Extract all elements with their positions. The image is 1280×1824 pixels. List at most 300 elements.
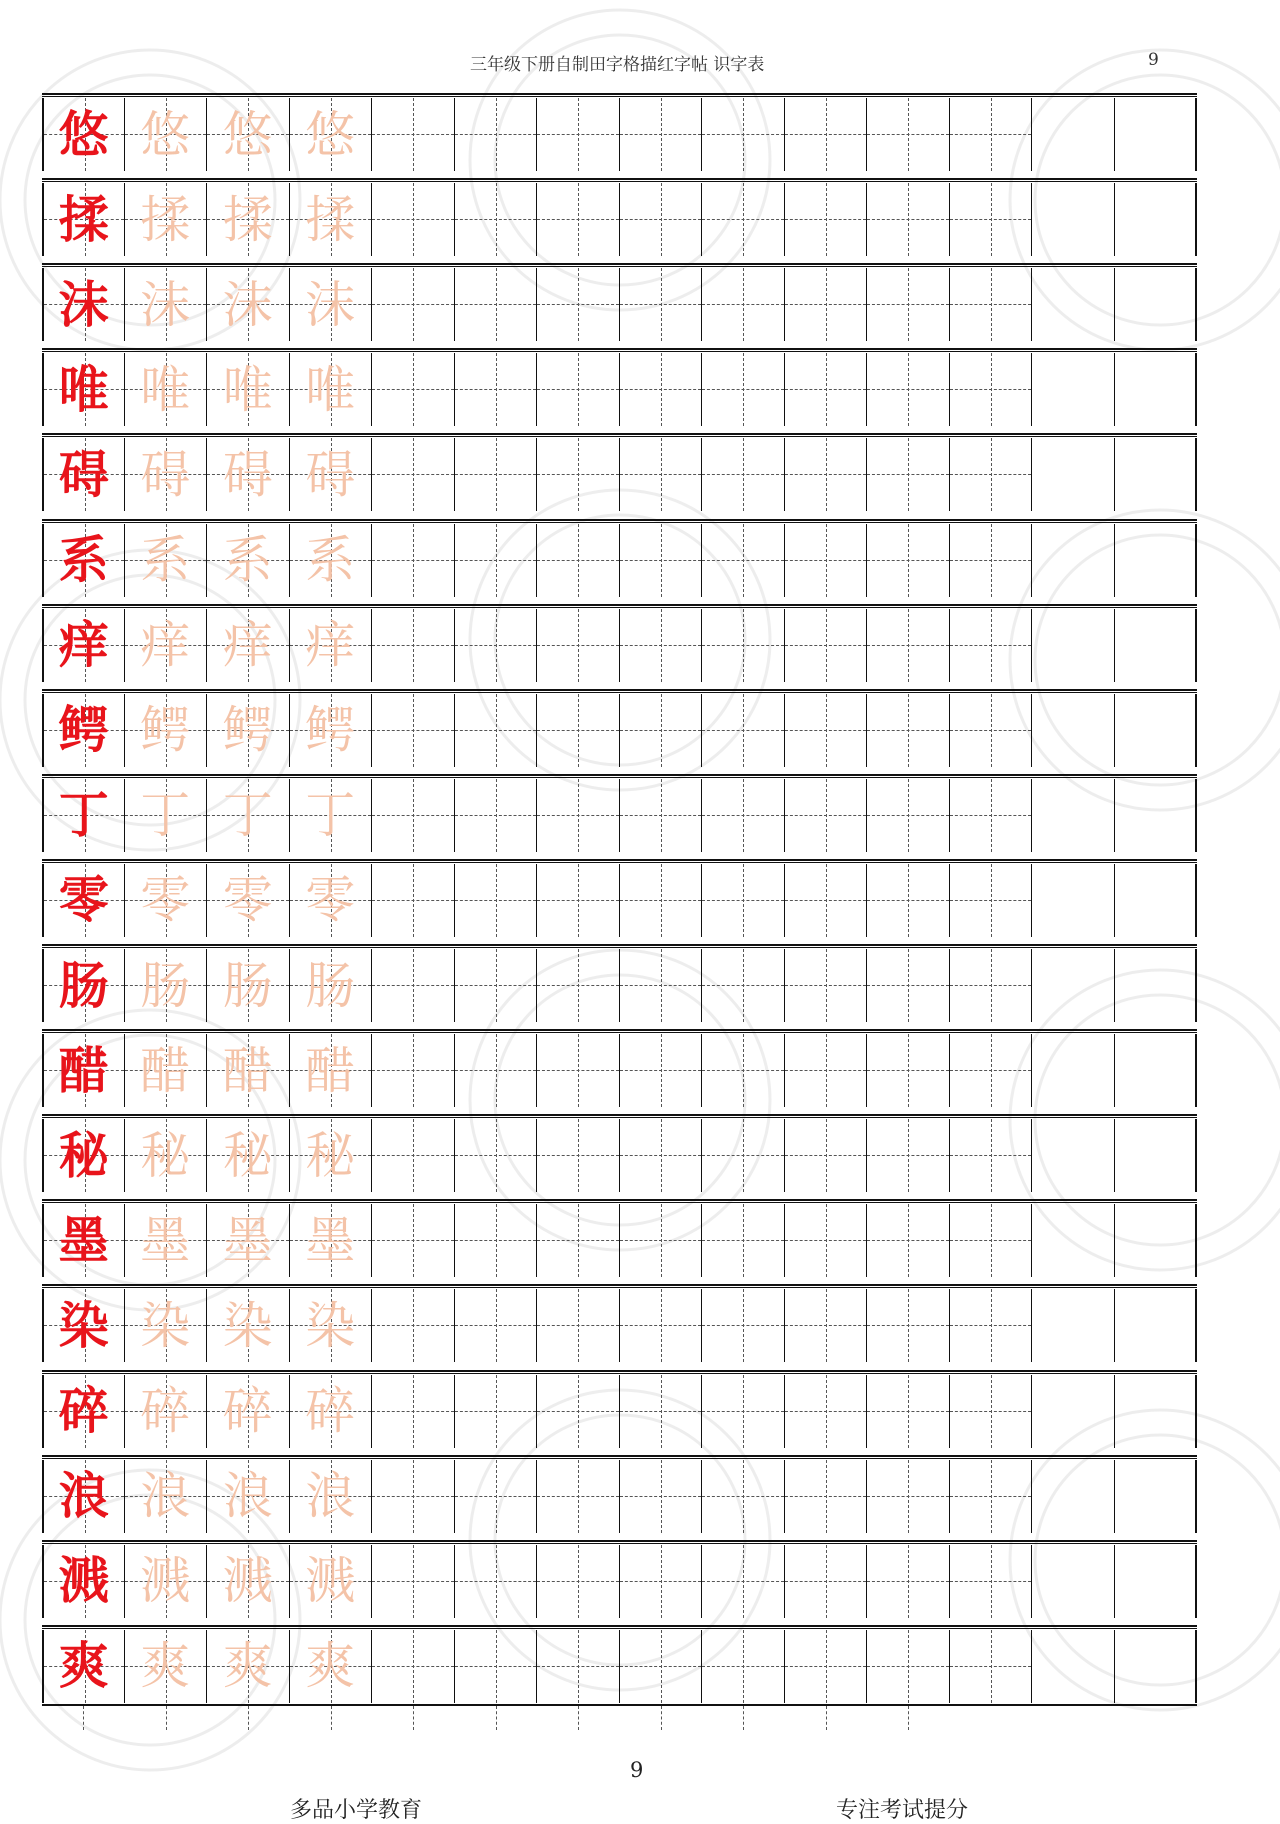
vertical-guide <box>743 1034 744 1107</box>
blank-writing-cell[interactable] <box>702 1289 785 1362</box>
vertical-guide <box>908 1204 909 1277</box>
model-character: 丁 <box>58 785 109 845</box>
blank-writing-cell[interactable] <box>537 1119 620 1192</box>
blank-writing-cell[interactable] <box>1032 694 1115 767</box>
trace-cell <box>125 694 208 767</box>
blank-writing-cell[interactable] <box>867 949 950 1022</box>
blank-writing-cell[interactable] <box>455 694 538 767</box>
blank-writing-cell[interactable] <box>702 1545 785 1618</box>
blank-writing-cell[interactable] <box>1032 524 1115 597</box>
vertical-guide <box>908 1460 909 1533</box>
blank-writing-cell[interactable] <box>1115 864 1198 937</box>
blank-writing-cell[interactable] <box>1032 183 1115 256</box>
blank-writing-cell[interactable] <box>867 1375 950 1448</box>
blank-writing-cell[interactable] <box>1115 1375 1198 1448</box>
blank-writing-cell[interactable] <box>1115 1545 1198 1618</box>
blank-writing-cell[interactable] <box>1115 779 1198 852</box>
blank-writing-cell[interactable] <box>785 98 868 171</box>
blank-writing-cell[interactable] <box>372 694 455 767</box>
blank-writing-cell[interactable] <box>455 1630 538 1703</box>
blank-writing-cell[interactable] <box>1115 183 1198 256</box>
model-cell <box>42 1204 125 1277</box>
vertical-guide <box>908 1119 909 1192</box>
row-separator <box>42 944 1197 948</box>
vertical-guide <box>743 694 744 767</box>
model-character: 浪 <box>58 1466 109 1526</box>
tail-tick <box>496 1706 497 1730</box>
trace-cell <box>125 438 208 511</box>
blank-writing-cell[interactable] <box>867 438 950 511</box>
blank-writing-cell[interactable] <box>372 1119 455 1192</box>
blank-writing-cell[interactable] <box>1032 1204 1115 1277</box>
blank-writing-cell[interactable] <box>372 1204 455 1277</box>
blank-writing-cell[interactable] <box>620 949 703 1022</box>
trace-character: 墨 <box>305 1211 356 1270</box>
blank-writing-cell[interactable] <box>455 183 538 256</box>
blank-writing-cell[interactable] <box>950 1630 1033 1703</box>
vertical-guide <box>826 98 827 171</box>
blank-writing-cell[interactable] <box>950 1375 1033 1448</box>
vertical-guide <box>743 1119 744 1192</box>
vertical-guide <box>743 949 744 1022</box>
blank-writing-cell[interactable] <box>785 183 868 256</box>
blank-writing-cell[interactable] <box>785 353 868 426</box>
trace-character: 痒 <box>222 616 273 675</box>
blank-writing-cell[interactable] <box>950 949 1033 1022</box>
vertical-guide <box>413 1204 414 1277</box>
vertical-guide <box>826 1034 827 1107</box>
vertical-guide <box>578 694 579 767</box>
vertical-guide <box>991 353 992 426</box>
blank-writing-cell[interactable] <box>1032 268 1115 341</box>
model-character: 痒 <box>58 615 109 675</box>
blank-writing-cell[interactable] <box>1115 949 1198 1022</box>
blank-writing-cell[interactable] <box>867 98 950 171</box>
trace-cell <box>290 609 373 682</box>
blank-writing-cell[interactable] <box>537 694 620 767</box>
vertical-guide <box>991 1460 992 1533</box>
blank-writing-cell[interactable] <box>702 438 785 511</box>
blank-writing-cell[interactable] <box>537 1204 620 1277</box>
row-cells <box>42 949 1197 1022</box>
blank-writing-cell[interactable] <box>620 353 703 426</box>
blank-writing-cell[interactable] <box>455 1545 538 1618</box>
blank-writing-cell[interactable] <box>372 779 455 852</box>
blank-writing-cell[interactable] <box>867 183 950 256</box>
blank-writing-cell[interactable] <box>1115 268 1198 341</box>
blank-writing-cell[interactable] <box>702 779 785 852</box>
model-character: 唯 <box>58 359 109 419</box>
blank-writing-cell[interactable] <box>372 949 455 1022</box>
vertical-guide <box>413 353 414 426</box>
trace-cell <box>207 1204 290 1277</box>
row-separator <box>42 1029 1197 1033</box>
blank-writing-cell[interactable] <box>620 694 703 767</box>
trace-character: 溅 <box>222 1552 273 1611</box>
blank-writing-cell[interactable] <box>1032 1289 1115 1362</box>
trace-cell <box>290 268 373 341</box>
trace-character: 揉 <box>140 190 191 249</box>
blank-writing-cell[interactable] <box>702 949 785 1022</box>
blank-writing-cell[interactable] <box>867 268 950 341</box>
vertical-guide <box>826 694 827 767</box>
blank-writing-cell[interactable] <box>1032 949 1115 1022</box>
blank-writing-cell[interactable] <box>620 779 703 852</box>
blank-writing-cell[interactable] <box>950 183 1033 256</box>
blank-writing-cell[interactable] <box>372 1289 455 1362</box>
blank-writing-cell[interactable] <box>867 1204 950 1277</box>
vertical-guide <box>578 949 579 1022</box>
blank-writing-cell[interactable] <box>702 694 785 767</box>
model-character: 墨 <box>58 1210 109 1270</box>
blank-writing-cell[interactable] <box>950 779 1033 852</box>
blank-writing-cell[interactable] <box>867 779 950 852</box>
blank-writing-cell[interactable] <box>455 1119 538 1192</box>
blank-writing-cell[interactable] <box>455 949 538 1022</box>
blank-writing-cell[interactable] <box>702 864 785 937</box>
blank-writing-cell[interactable] <box>1115 1289 1198 1362</box>
model-cell <box>42 1119 125 1192</box>
blank-writing-cell[interactable] <box>455 1034 538 1107</box>
row-separator <box>42 1455 1197 1459</box>
blank-writing-cell[interactable] <box>785 609 868 682</box>
vertical-guide <box>908 694 909 767</box>
blank-writing-cell[interactable] <box>537 779 620 852</box>
blank-writing-cell[interactable] <box>1115 1119 1198 1192</box>
blank-writing-cell[interactable] <box>950 1119 1033 1192</box>
trace-character: 墨 <box>222 1211 273 1270</box>
blank-writing-cell[interactable] <box>620 438 703 511</box>
blank-writing-cell[interactable] <box>620 1204 703 1277</box>
row-cells <box>42 1630 1197 1703</box>
blank-writing-cell[interactable] <box>1032 864 1115 937</box>
blank-writing-cell[interactable] <box>537 353 620 426</box>
trace-character: 悠 <box>140 105 191 164</box>
blank-writing-cell[interactable] <box>950 268 1033 341</box>
blank-writing-cell[interactable] <box>455 98 538 171</box>
blank-writing-cell[interactable] <box>785 1630 868 1703</box>
tail-tick <box>83 1706 84 1730</box>
model-cell <box>42 524 125 597</box>
vertical-guide <box>661 864 662 937</box>
trace-character: 溅 <box>305 1552 356 1611</box>
blank-writing-cell[interactable] <box>867 1119 950 1192</box>
blank-writing-cell[interactable] <box>785 1289 868 1362</box>
model-character: 悠 <box>58 104 109 164</box>
blank-writing-cell[interactable] <box>867 1034 950 1107</box>
practice-row <box>42 859 1197 937</box>
vertical-guide <box>908 524 909 597</box>
blank-writing-cell[interactable] <box>702 609 785 682</box>
trace-character: 零 <box>140 871 191 930</box>
blank-writing-cell[interactable] <box>1032 353 1115 426</box>
vertical-guide <box>991 949 992 1022</box>
blank-writing-cell[interactable] <box>620 98 703 171</box>
blank-writing-cell[interactable] <box>537 609 620 682</box>
practice-row <box>42 1455 1197 1533</box>
practice-row <box>42 944 1197 1022</box>
blank-writing-cell[interactable] <box>702 524 785 597</box>
trace-cell <box>290 1375 373 1448</box>
blank-writing-cell[interactable] <box>537 1289 620 1362</box>
blank-writing-cell[interactable] <box>455 1289 538 1362</box>
blank-writing-cell[interactable] <box>1115 1630 1198 1703</box>
trace-character: 零 <box>222 871 273 930</box>
trace-character: 沫 <box>305 275 356 334</box>
blank-writing-cell[interactable] <box>537 1630 620 1703</box>
vertical-guide <box>991 1034 992 1107</box>
vertical-guide <box>743 183 744 256</box>
vertical-guide <box>496 949 497 1022</box>
blank-writing-cell[interactable] <box>455 268 538 341</box>
blank-writing-cell[interactable] <box>455 438 538 511</box>
trace-character: 痒 <box>140 616 191 675</box>
blank-writing-cell[interactable] <box>620 609 703 682</box>
blank-writing-cell[interactable] <box>1115 524 1198 597</box>
trace-cell <box>207 1630 290 1703</box>
blank-writing-cell[interactable] <box>620 1119 703 1192</box>
trace-character: 爽 <box>140 1637 191 1696</box>
model-cell <box>42 949 125 1022</box>
blank-writing-cell[interactable] <box>1115 1204 1198 1277</box>
blank-writing-cell[interactable] <box>372 1630 455 1703</box>
vertical-guide <box>578 779 579 852</box>
blank-writing-cell[interactable] <box>1032 1375 1115 1448</box>
blank-writing-cell[interactable] <box>702 183 785 256</box>
model-character: 溅 <box>58 1551 109 1611</box>
blank-writing-cell[interactable] <box>537 949 620 1022</box>
blank-writing-cell[interactable] <box>455 779 538 852</box>
blank-writing-cell[interactable] <box>950 524 1033 597</box>
blank-writing-cell[interactable] <box>867 1545 950 1618</box>
blank-writing-cell[interactable] <box>455 609 538 682</box>
trace-cell <box>290 1034 373 1107</box>
trace-cell <box>290 1545 373 1618</box>
blank-writing-cell[interactable] <box>620 1545 703 1618</box>
blank-writing-cell[interactable] <box>867 1630 950 1703</box>
blank-writing-cell[interactable] <box>1032 1630 1115 1703</box>
blank-writing-cell[interactable] <box>785 949 868 1022</box>
blank-writing-cell[interactable] <box>785 1375 868 1448</box>
blank-writing-cell[interactable] <box>620 268 703 341</box>
vertical-guide <box>908 1545 909 1618</box>
blank-writing-cell[interactable] <box>620 1375 703 1448</box>
blank-writing-cell[interactable] <box>1115 1460 1198 1533</box>
blank-writing-cell[interactable] <box>537 1545 620 1618</box>
blank-writing-cell[interactable] <box>620 864 703 937</box>
trace-character: 浪 <box>305 1467 356 1526</box>
blank-writing-cell[interactable] <box>1115 353 1198 426</box>
vertical-guide <box>578 183 579 256</box>
blank-writing-cell[interactable] <box>372 438 455 511</box>
vertical-guide <box>826 864 827 937</box>
vertical-guide <box>991 1375 992 1448</box>
blank-writing-cell[interactable] <box>620 1460 703 1533</box>
blank-writing-cell[interactable] <box>950 98 1033 171</box>
vertical-guide <box>826 353 827 426</box>
vertical-guide <box>578 609 579 682</box>
vertical-guide <box>413 609 414 682</box>
blank-writing-cell[interactable] <box>1115 98 1198 171</box>
row-separator <box>42 689 1197 693</box>
blank-writing-cell[interactable] <box>620 524 703 597</box>
blank-writing-cell[interactable] <box>785 524 868 597</box>
blank-writing-cell[interactable] <box>785 1119 868 1192</box>
blank-writing-cell[interactable] <box>950 353 1033 426</box>
blank-writing-cell[interactable] <box>537 268 620 341</box>
blank-writing-cell[interactable] <box>950 1460 1033 1533</box>
blank-writing-cell[interactable] <box>702 1119 785 1192</box>
blank-writing-cell[interactable] <box>372 864 455 937</box>
blank-writing-cell[interactable] <box>785 1034 868 1107</box>
blank-writing-cell[interactable] <box>950 1545 1033 1618</box>
practice-row <box>42 178 1197 256</box>
row-separator <box>42 263 1197 267</box>
blank-writing-cell[interactable] <box>1115 694 1198 767</box>
trace-character: 肠 <box>222 956 273 1015</box>
vertical-guide <box>578 1630 579 1703</box>
blank-writing-cell[interactable] <box>1032 1545 1115 1618</box>
blank-writing-cell[interactable] <box>537 524 620 597</box>
blank-writing-cell[interactable] <box>867 609 950 682</box>
blank-writing-cell[interactable] <box>372 524 455 597</box>
blank-writing-cell[interactable] <box>950 1289 1033 1362</box>
blank-writing-cell[interactable] <box>1115 1034 1198 1107</box>
blank-writing-cell[interactable] <box>1032 1460 1115 1533</box>
trace-character: 爽 <box>222 1637 273 1696</box>
blank-writing-cell[interactable] <box>537 1375 620 1448</box>
model-character: 染 <box>58 1295 109 1355</box>
vertical-guide <box>413 1460 414 1533</box>
blank-writing-cell[interactable] <box>372 1460 455 1533</box>
trace-character: 肠 <box>140 956 191 1015</box>
blank-writing-cell[interactable] <box>537 438 620 511</box>
blank-writing-cell[interactable] <box>537 98 620 171</box>
blank-writing-cell[interactable] <box>785 1545 868 1618</box>
blank-writing-cell[interactable] <box>702 1460 785 1533</box>
vertical-guide <box>578 1545 579 1618</box>
blank-writing-cell[interactable] <box>455 1460 538 1533</box>
vertical-guide <box>991 1289 992 1362</box>
blank-writing-cell[interactable] <box>785 1204 868 1277</box>
blank-writing-cell[interactable] <box>620 1034 703 1107</box>
vertical-guide <box>908 353 909 426</box>
vertical-guide <box>991 438 992 511</box>
blank-writing-cell[interactable] <box>702 1630 785 1703</box>
trace-character: 唯 <box>140 360 191 419</box>
blank-writing-cell[interactable] <box>620 1289 703 1362</box>
blank-writing-cell[interactable] <box>867 864 950 937</box>
vertical-guide <box>413 1289 414 1362</box>
blank-writing-cell[interactable] <box>950 438 1033 511</box>
vertical-guide <box>743 864 744 937</box>
blank-writing-cell[interactable] <box>372 183 455 256</box>
blank-writing-cell[interactable] <box>702 268 785 341</box>
blank-writing-cell[interactable] <box>950 864 1033 937</box>
tail-tick <box>248 1706 249 1730</box>
blank-writing-cell[interactable] <box>455 1375 538 1448</box>
blank-writing-cell[interactable] <box>785 694 868 767</box>
vertical-guide <box>661 779 662 852</box>
blank-writing-cell[interactable] <box>620 183 703 256</box>
blank-writing-cell[interactable] <box>372 268 455 341</box>
blank-writing-cell[interactable] <box>785 864 868 937</box>
blank-writing-cell[interactable] <box>455 864 538 937</box>
blank-writing-cell[interactable] <box>785 779 868 852</box>
blank-writing-cell[interactable] <box>950 694 1033 767</box>
blank-writing-cell[interactable] <box>867 694 950 767</box>
vertical-guide <box>496 1204 497 1277</box>
trace-character: 鳄 <box>222 701 273 760</box>
blank-writing-cell[interactable] <box>620 1630 703 1703</box>
row-separator <box>42 774 1197 778</box>
blank-writing-cell[interactable] <box>702 98 785 171</box>
blank-writing-cell[interactable] <box>372 353 455 426</box>
blank-writing-cell[interactable] <box>537 1034 620 1107</box>
blank-writing-cell[interactable] <box>785 1460 868 1533</box>
blank-writing-cell[interactable] <box>1032 438 1115 511</box>
blank-writing-cell[interactable] <box>867 524 950 597</box>
blank-writing-cell[interactable] <box>1032 98 1115 171</box>
vertical-guide <box>908 864 909 937</box>
blank-writing-cell[interactable] <box>537 864 620 937</box>
blank-writing-cell[interactable] <box>537 183 620 256</box>
blank-writing-cell[interactable] <box>867 1289 950 1362</box>
blank-writing-cell[interactable] <box>1032 779 1115 852</box>
blank-writing-cell[interactable] <box>1032 1034 1115 1107</box>
blank-writing-cell[interactable] <box>702 353 785 426</box>
trace-cell <box>290 1460 373 1533</box>
trace-cell <box>207 1289 290 1362</box>
blank-writing-cell[interactable] <box>372 1545 455 1618</box>
blank-writing-cell[interactable] <box>1115 609 1198 682</box>
blank-writing-cell[interactable] <box>455 353 538 426</box>
row-separator <box>42 1114 1197 1118</box>
vertical-guide <box>826 1289 827 1362</box>
blank-writing-cell[interactable] <box>867 353 950 426</box>
blank-writing-cell[interactable] <box>702 1204 785 1277</box>
vertical-guide <box>413 779 414 852</box>
blank-writing-cell[interactable] <box>372 1034 455 1107</box>
blank-writing-cell[interactable] <box>702 1034 785 1107</box>
blank-writing-cell[interactable] <box>785 268 868 341</box>
blank-writing-cell[interactable] <box>702 1375 785 1448</box>
blank-writing-cell[interactable] <box>537 1460 620 1533</box>
vertical-guide <box>413 1034 414 1107</box>
blank-writing-cell[interactable] <box>950 1204 1033 1277</box>
row-cells <box>42 1375 1197 1448</box>
trace-cell <box>207 1375 290 1448</box>
blank-writing-cell[interactable] <box>455 524 538 597</box>
trace-character: 沫 <box>222 275 273 334</box>
blank-writing-cell[interactable] <box>372 98 455 171</box>
blank-writing-cell[interactable] <box>950 1034 1033 1107</box>
blank-writing-cell[interactable] <box>372 609 455 682</box>
blank-writing-cell[interactable] <box>785 438 868 511</box>
blank-writing-cell[interactable] <box>1032 1119 1115 1192</box>
blank-writing-cell[interactable] <box>867 1460 950 1533</box>
blank-writing-cell[interactable] <box>1032 609 1115 682</box>
page-header <box>0 50 1280 80</box>
blank-writing-cell[interactable] <box>455 1204 538 1277</box>
vertical-guide <box>743 524 744 597</box>
model-character: 秘 <box>58 1125 109 1185</box>
vertical-guide <box>578 268 579 341</box>
blank-writing-cell[interactable] <box>950 609 1033 682</box>
blank-writing-cell[interactable] <box>372 1375 455 1448</box>
model-cell <box>42 438 125 511</box>
blank-writing-cell[interactable] <box>1115 438 1198 511</box>
